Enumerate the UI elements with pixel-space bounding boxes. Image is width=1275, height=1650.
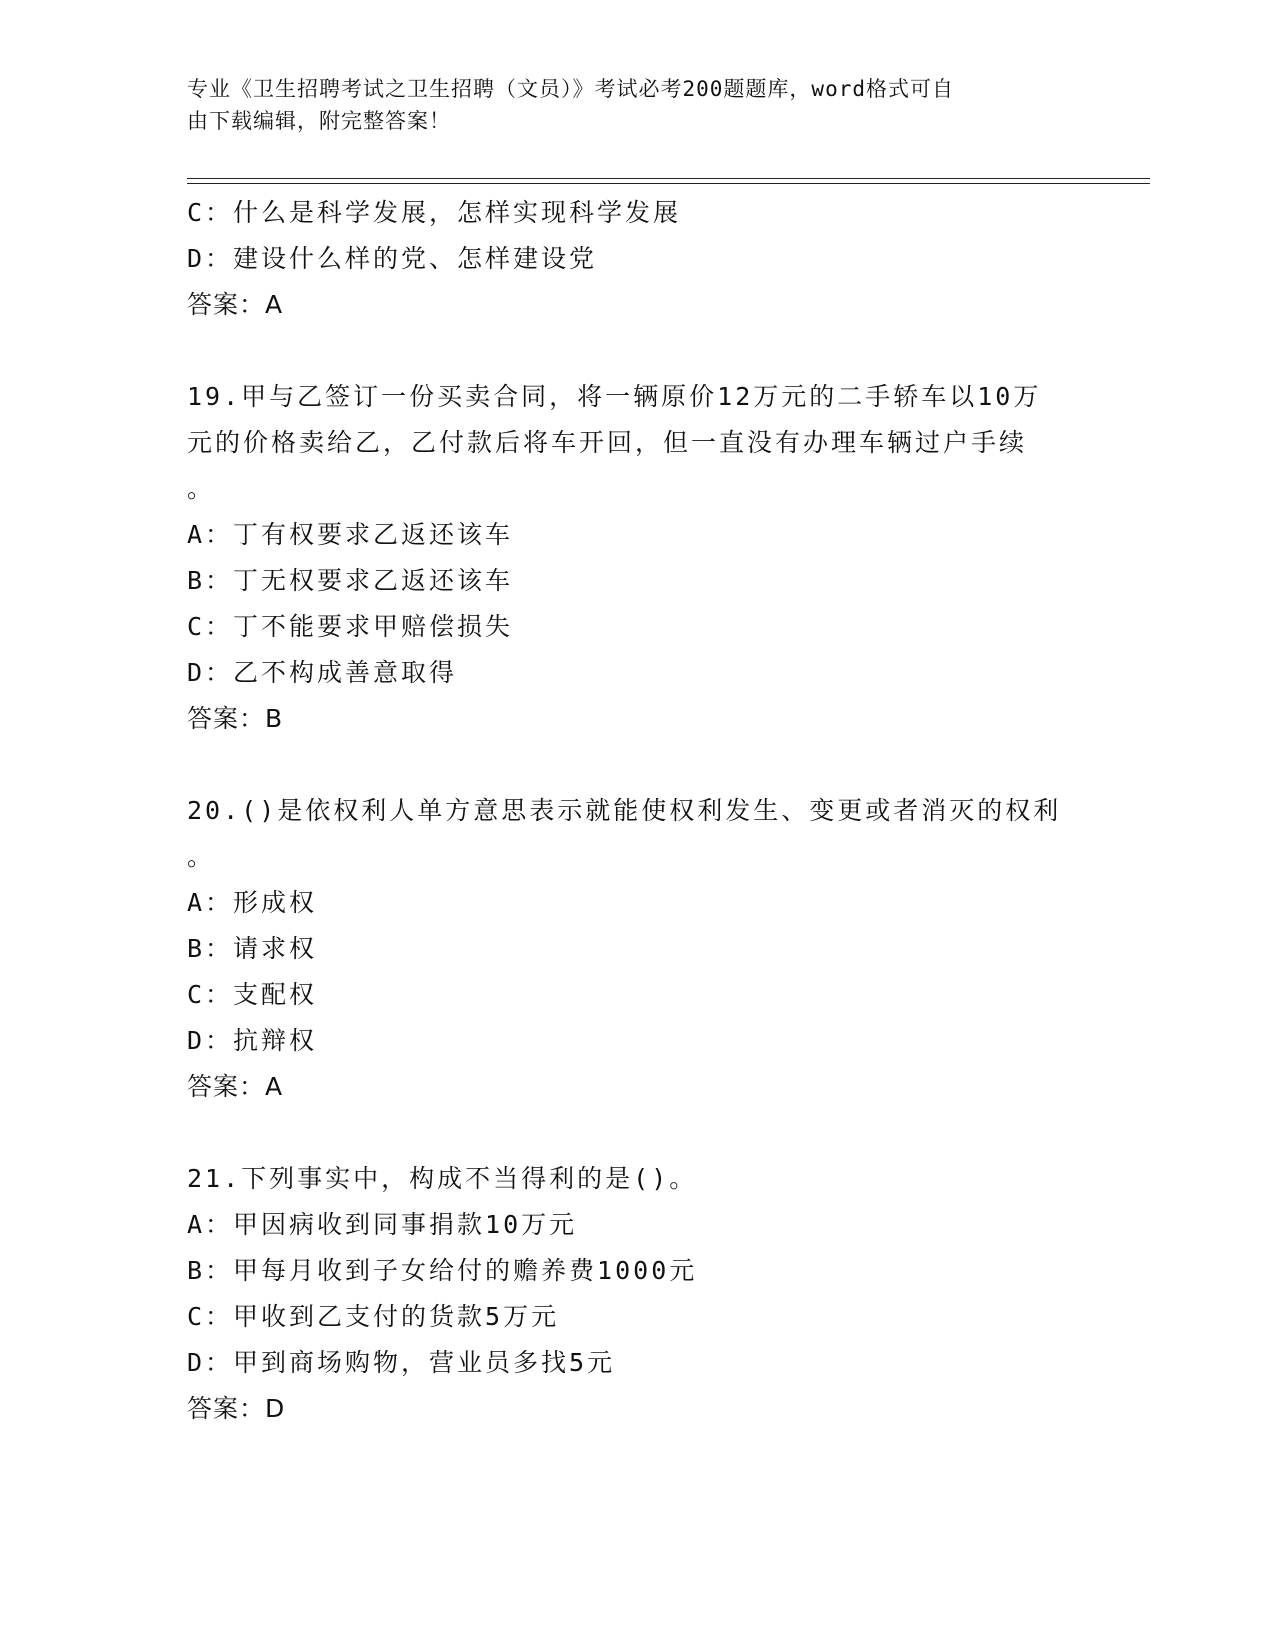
answer: 答案：B xyxy=(187,704,284,733)
option-d: D：建设什么样的党、怎样建设党 xyxy=(187,244,598,273)
question-21-stem-1: 21.下列事实中，构成不当得利的是()。 xyxy=(187,1164,698,1193)
option-d: D：乙不构成善意取得 xyxy=(187,658,458,687)
option-d: D：抗辩权 xyxy=(187,1026,318,1055)
answer: 答案：D xyxy=(187,1394,286,1423)
header-line-2: 由下载编辑，附完整答案！ xyxy=(187,109,451,133)
header-rule-bottom xyxy=(187,183,1150,184)
option-d: D：甲到商场购物，营业员多找5元 xyxy=(187,1348,616,1377)
option-b: B：甲每月收到子女给付的赡养费1000元 xyxy=(187,1256,698,1285)
answer: 答案：A xyxy=(187,1072,284,1101)
option-c: C：甲收到乙支付的货款5万元 xyxy=(187,1302,560,1331)
option-c: C：什么是科学发展，怎样实现科学发展 xyxy=(187,198,682,227)
question-19-stem-1: 19.甲与乙签订一份买卖合同，将一辆原价12万元的二手轿车以10万 xyxy=(187,382,1042,411)
header-line-1: 专业《卫生招聘考试之卫生招聘（文员）》考试必考200题题库，word格式可自 xyxy=(187,77,954,101)
option-b: B：请求权 xyxy=(187,934,318,963)
answer: 答案：A xyxy=(187,290,284,319)
option-a: A：形成权 xyxy=(187,888,318,917)
document-header xyxy=(187,73,1067,137)
question-content xyxy=(187,190,1087,1432)
question-19-stem-2: 元的价格卖给乙，乙付款后将车开回，但一直没有办理车辆过户手续 xyxy=(187,428,1028,457)
option-b: B：丁无权要求乙返还该车 xyxy=(187,566,514,595)
option-a: A：甲因病收到同事捐款10万元 xyxy=(187,1210,578,1239)
header-rule-top xyxy=(187,178,1150,179)
question-20-stem-1: 20.()是依权利人单方意思表示就能使权利发生、变更或者消灭的权利 xyxy=(187,796,1062,825)
question-19-stem-3: 。 xyxy=(187,474,216,503)
option-a: A：丁有权要求乙返还该车 xyxy=(187,520,514,549)
question-20-stem-2: 。 xyxy=(187,842,216,871)
option-c: C：丁不能要求甲赔偿损失 xyxy=(187,612,514,641)
option-c: C：支配权 xyxy=(187,980,318,1009)
